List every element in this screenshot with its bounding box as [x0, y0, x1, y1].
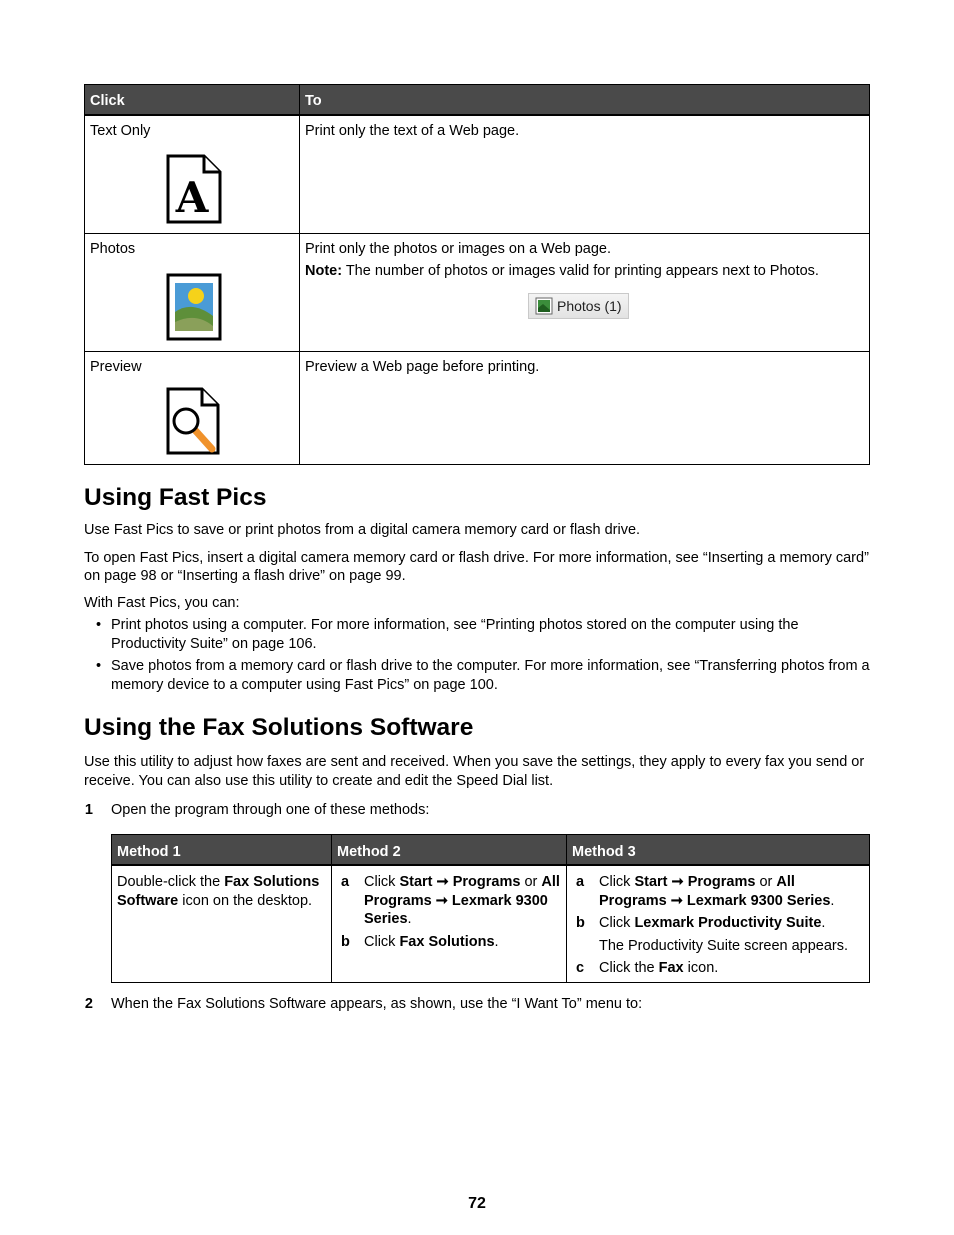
row-desc-preview: Preview a Web page before printing. — [300, 351, 870, 464]
methods-table-header — [112, 835, 870, 866]
fax-intro: Use this utility to adjust how faxes are sent and received. When you save the settings, they apply to every fax you send or receive. You can also use this utility to create and edit the Speed Dial list. — [84, 754, 865, 789]
options-table-header — [85, 85, 870, 116]
note-label: Note: — [305, 262, 343, 279]
step-2 — [84, 995, 874, 1014]
header-method-3: Method 3 — [567, 835, 870, 866]
row-label-preview: Preview — [90, 358, 142, 375]
header-method-1: Method 1 — [112, 835, 332, 866]
photos-count-button[interactable] — [528, 293, 629, 319]
fast-pics-bullets — [84, 616, 874, 694]
method-2-cell — [332, 865, 567, 982]
list-item: • Print photos using a computer. For more information, see “Printing photos stored on the computer using the Productivity Suite” on page 106. — [96, 617, 799, 652]
method-3-cell — [567, 865, 870, 982]
step-1-text: Open the program through one of these methods: — [111, 802, 430, 818]
text-only-icon — [162, 154, 224, 224]
row-desc-photos: Print only the photos or images on a Web page. — [305, 240, 612, 257]
method-2-step-b: b Click Fax Solutions. — [341, 933, 499, 950]
table-row — [85, 351, 870, 464]
photos-icon — [162, 272, 224, 342]
fast-pics-p1: Use Fast Pics to save or print photos from a digital camera memory card or flash drive. — [84, 522, 641, 538]
step-1 — [84, 801, 874, 820]
list-item: • Save photos from a memory card or flash drive to the computer. For more information, see “Transferring photos from a memory device to a computer using Fast Pics” on page 100. — [96, 658, 870, 693]
header-method-2: Method 2 — [332, 835, 567, 866]
fast-pics-heading: Using Fast Pics — [84, 484, 267, 511]
row-label-photos: Photos — [90, 240, 136, 257]
options-table — [84, 84, 870, 465]
table-row — [85, 115, 870, 233]
table-row — [85, 233, 870, 351]
step-1-number: 1 — [84, 802, 93, 818]
method-3-step-b: b Click Lexmark Productivity Suite. — [576, 915, 826, 931]
methods-table — [111, 834, 870, 983]
row-desc-text-only: Print only the text of a Web page. — [300, 115, 870, 233]
fast-pics-p2: To open Fast Pics, insert a digital camera memory card or flash drive. For more information, see “Inserting a memory card” on page 98 or “Inserting a flash drive” on page 99. — [84, 549, 869, 584]
step-2-number: 2 — [84, 996, 93, 1012]
page-number: 72 — [468, 1195, 486, 1212]
header-to: To — [300, 85, 870, 116]
fax-heading: Using the Fax Solutions Software — [84, 714, 474, 741]
method-3-step-c: c Click the Fax icon. — [576, 960, 719, 976]
header-click: Click — [85, 85, 300, 116]
fast-pics-p3: With Fast Pics, you can: — [84, 594, 240, 611]
method-3-step-a: a Click Start ➞ Programs or All Programs ➞ Lexmark 9300 Series. — [576, 874, 835, 909]
step-2-text: When the Fax Solutions Software appears, as shown, use the “I Want To” menu to: — [111, 996, 643, 1012]
method-3-step-b-result: The Productivity Suite screen appears. — [599, 937, 849, 954]
photos-note — [305, 263, 863, 279]
photos-count-label: Photos (1) — [557, 297, 622, 314]
photo-thumbnail-icon — [535, 297, 553, 315]
note-text: The number of photos or images valid for printing appears next to Photos. — [342, 262, 819, 279]
fax-solutions-software-label: Fax Solutions Software — [117, 874, 320, 909]
svg-text:A: A — [175, 173, 209, 222]
row-label-text-only: Text Only — [90, 123, 151, 139]
table-row — [112, 865, 870, 982]
fast-pics-section — [84, 521, 874, 698]
method-1-cell: Double-click the Fax Solutions Software icon on the desktop. — [112, 865, 332, 982]
method-2-step-a: a Click Start ➞ Programs or All Programs ➞ Lexmark 9300 Series. — [341, 874, 560, 927]
preview-icon — [162, 387, 224, 457]
